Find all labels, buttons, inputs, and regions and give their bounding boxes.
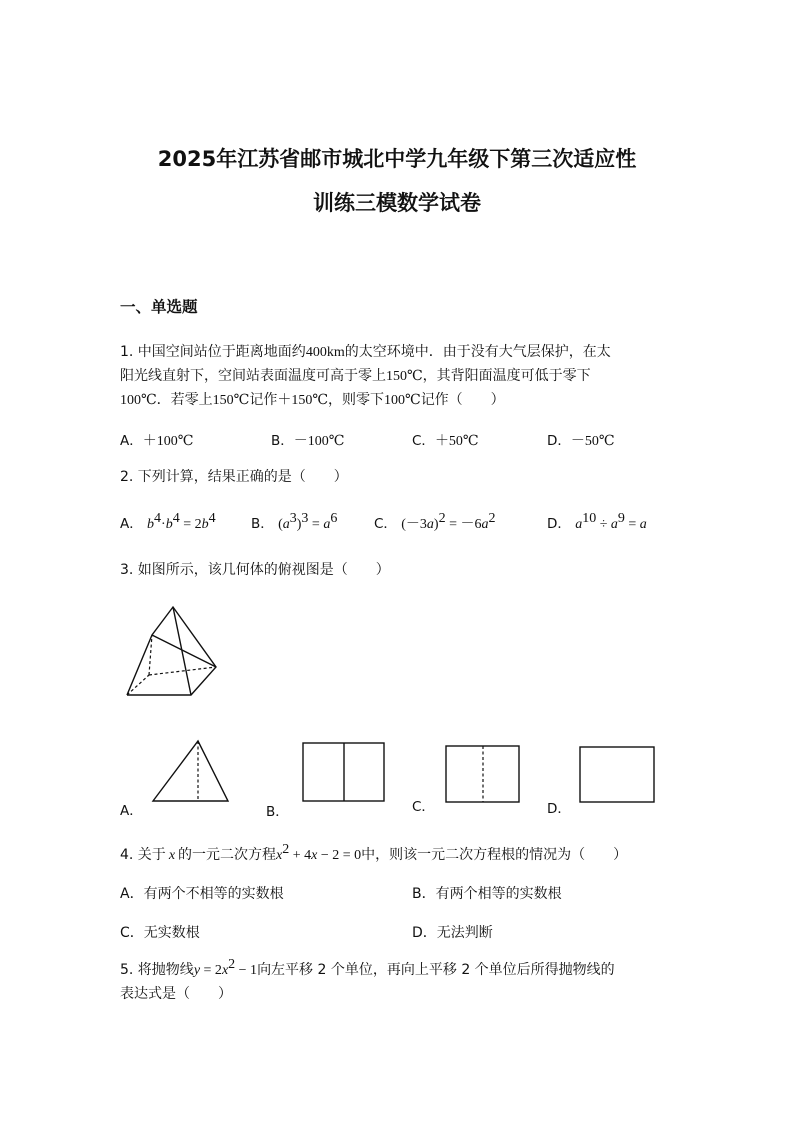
q2-option-c[interactable]	[374, 512, 495, 533]
q4-option-a[interactable]	[120, 882, 284, 906]
option-value: ＋100℃	[142, 434, 194, 449]
math-var: a	[610, 517, 618, 532]
q1-math: 150℃	[212, 393, 250, 408]
rectangle-shape	[580, 747, 654, 802]
q1-text: 记作（ ）	[420, 392, 505, 408]
math-exp: 4	[208, 511, 216, 526]
math-var: x	[168, 848, 176, 863]
math-exp: 3	[301, 511, 309, 526]
math-var: a	[575, 517, 583, 532]
math-var: x	[276, 848, 283, 863]
q1-math: 100℃	[384, 393, 421, 408]
q3-option-d-label[interactable]: D．	[547, 801, 571, 817]
math-op: − 2 = 0	[317, 848, 362, 863]
q2-option-d[interactable]	[547, 512, 647, 533]
option-label: B．	[271, 433, 294, 449]
math-var: a	[426, 517, 434, 532]
math-paren: )	[433, 517, 439, 532]
math-var: b	[147, 517, 155, 532]
math-var: x	[311, 848, 318, 863]
option-label: C．	[374, 516, 397, 532]
q5-text: 向左平移 2 个单位，再向上平移 2 个单位后所得抛物线的	[257, 962, 615, 978]
q1-option-d[interactable]	[547, 429, 615, 450]
option-text: 无实数根	[143, 925, 200, 941]
triangle-shape	[153, 741, 228, 801]
prism-hidden-edge	[149, 667, 216, 675]
math-op: =	[624, 517, 640, 532]
math-var: a	[481, 517, 489, 532]
q3-option-c-label[interactable]: C．	[412, 799, 435, 815]
math-op: + 4	[289, 848, 312, 863]
option-text: 无法判断	[436, 925, 493, 941]
q4-option-c[interactable]	[120, 921, 200, 945]
option-label: D．	[547, 433, 571, 449]
math-var: x	[221, 963, 229, 978]
math-exp: 4	[172, 511, 180, 526]
q3-option-d-figure[interactable]	[578, 745, 656, 805]
math-exp: 2	[282, 842, 290, 857]
option-label: C．	[120, 925, 144, 941]
math-var: b	[201, 517, 209, 532]
q2-stem: 2. 下列计算，结果正确的是（ ）	[120, 469, 348, 485]
q5-text: 5. 将抛物线	[120, 962, 194, 978]
prism-outline	[127, 607, 216, 695]
q3-option-c-figure[interactable]	[444, 744, 522, 806]
math-var: y	[193, 963, 201, 978]
q3-option-b-figure[interactable]	[301, 741, 387, 805]
math-var: a	[323, 517, 331, 532]
q3-option-b-label[interactable]: B．	[266, 804, 289, 820]
q1-text: ．若零上	[156, 392, 213, 408]
q1-option-a[interactable]	[120, 429, 193, 450]
q1-text: ，其背阳面温度可低于零下	[422, 368, 591, 384]
q4-text: 的一元二次方程	[178, 847, 277, 863]
option-value: ＋50℃	[434, 434, 479, 449]
prism-hidden-edge	[127, 675, 149, 695]
option-label: D．	[547, 516, 571, 532]
option-label: A．	[120, 886, 144, 902]
q1-text: 记作	[249, 392, 278, 408]
option-text: 有两个不相等的实数根	[143, 886, 284, 902]
math-var: b	[165, 517, 173, 532]
q1-math: 400km	[305, 345, 345, 360]
q4-text: 4. 关于	[120, 847, 166, 863]
option-label: A．	[120, 516, 143, 532]
math-exp: 4	[154, 511, 162, 526]
q1-text: 的太空环境中．由于没有大气层保护，在太	[344, 344, 611, 360]
math-op: =	[308, 517, 324, 532]
math-paren: )	[296, 517, 302, 532]
option-label: D．	[412, 925, 437, 941]
math-paren: (－3	[401, 517, 427, 532]
option-value: －100℃	[293, 434, 345, 449]
math-op: = 2	[179, 517, 202, 532]
q4-stem	[120, 843, 627, 868]
q1-option-b[interactable]	[271, 429, 344, 450]
option-label: B．	[251, 516, 274, 532]
math-exp: 6	[330, 511, 338, 526]
math-paren: (	[278, 517, 283, 532]
math-op: = －6	[445, 517, 482, 532]
option-value: －50℃	[570, 434, 615, 449]
option-label: A．	[120, 433, 143, 449]
math-exp: 3	[289, 511, 297, 526]
q1-line2	[120, 364, 591, 389]
q1-line3	[120, 388, 505, 413]
q5-stem-line2: 表达式是（ ）	[120, 986, 232, 1002]
prism-figure	[120, 605, 224, 700]
option-label: B．	[412, 886, 436, 902]
math-exp: 2	[488, 511, 496, 526]
q4-option-b[interactable]	[412, 882, 562, 906]
option-text: 有两个相等的实数根	[435, 886, 562, 902]
q1-math: 100℃	[120, 393, 157, 408]
doc-title-line2: 训练三模数学试卷	[313, 191, 481, 215]
q1-text: ，则零下	[328, 392, 385, 408]
section-heading: 一、单选题	[120, 298, 198, 316]
option-label: C．	[412, 433, 435, 449]
q2-option-a[interactable]	[120, 512, 216, 533]
q1-math: 150℃	[386, 369, 423, 384]
math-exp: 2	[438, 511, 446, 526]
q1-math: ＋150℃	[277, 393, 329, 408]
doc-title-line1: 2025年江苏省邮市城北中学九年级下第三次适应性	[157, 147, 637, 171]
q1-text: 1. 中国空间站位于距离地面约	[120, 344, 306, 360]
math-exp: 2	[228, 957, 236, 972]
q3-option-a-label[interactable]: A．	[120, 803, 143, 819]
q4-option-d[interactable]	[412, 921, 493, 945]
q1-option-c[interactable]	[412, 429, 479, 450]
math-var: a	[639, 517, 647, 532]
q2-option-b[interactable]	[251, 512, 337, 533]
q4-text: 中，则该一元二次方程根的情况为（ ）	[361, 847, 628, 863]
q3-option-a-figure[interactable]	[150, 738, 232, 804]
math-op: − 1	[235, 963, 258, 978]
q1-line1	[120, 340, 611, 365]
math-op: ·	[161, 517, 166, 532]
q1-text: 阳光线直射下，空间站表面温度可高于零上	[120, 368, 386, 384]
math-exp: 10	[582, 511, 597, 526]
math-exp: 9	[617, 511, 625, 526]
math-op: ÷	[596, 517, 611, 532]
math-op: = 2	[200, 963, 222, 978]
q3-stem: 3. 如图所示，该几何体的俯视图是（ ）	[120, 562, 390, 578]
math-var: a	[282, 517, 290, 532]
q5-stem-line1	[120, 958, 615, 983]
